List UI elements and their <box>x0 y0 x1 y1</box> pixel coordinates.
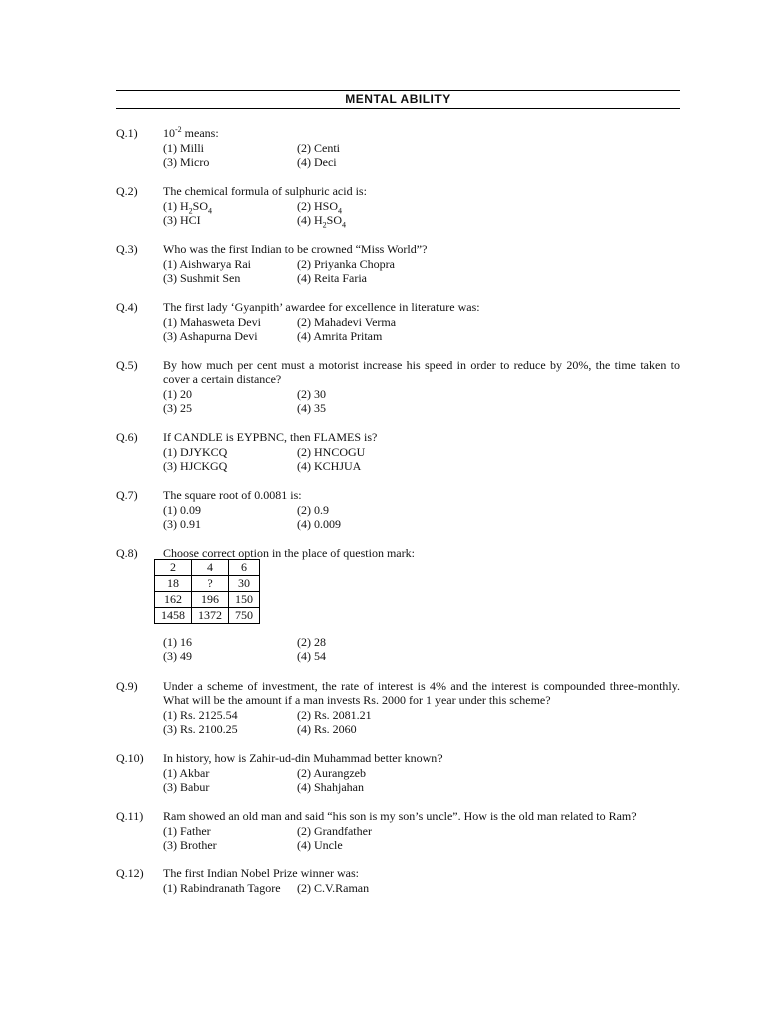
grid-cell: 2 <box>155 560 192 576</box>
question-number: Q.6) <box>116 430 138 444</box>
question-text: Who was the first Indian to be crowned “Miss World”? <box>163 242 428 256</box>
option-4: (4) 0.009 <box>297 517 341 531</box>
option-1: (1) DJYKCQ <box>163 445 228 459</box>
question-text: $10^{-2}$ means: <box>163 125 219 140</box>
grid-row <box>155 576 260 592</box>
question-text: By how much per cent must a motorist increase his speed in order to reduce by 20%, the time taken to cover a certain distance? <box>163 358 680 387</box>
question-text: In history, how is Zahir-ud-din Muhammad better known? <box>163 751 443 765</box>
grid-cell: 1458 <box>155 608 192 624</box>
question-text: The chemical formula of sulphuric acid is: <box>163 184 367 198</box>
option-2: (2) Aurangzeb <box>297 766 366 780</box>
question-number: Q.10) <box>116 751 144 765</box>
question-number: Q.2) <box>116 184 138 198</box>
question-text: If CANDLE is EYPBNC, then FLAMES is? <box>163 430 378 444</box>
option-4: (4) Uncle <box>297 838 343 852</box>
question-text: The first Indian Nobel Prize winner was: <box>163 866 359 880</box>
page-title: MENTAL ABILITY <box>345 92 451 106</box>
grid-cell: 750 <box>229 608 260 624</box>
question-number: Q.11) <box>116 809 144 823</box>
option-1: (1) 0.09 <box>163 503 201 517</box>
option-1: (1) Mahasweta Devi <box>163 315 261 329</box>
option-1: (1) Rabindranath Tagore <box>163 881 281 895</box>
option-2: (2) 30 <box>297 387 326 401</box>
option-3: (3) Sushmit Sen <box>163 271 241 285</box>
grid-cell: 18 <box>155 576 192 592</box>
question-number: Q.12) <box>116 866 144 880</box>
option-2: (2) C.V.Raman <box>297 881 370 895</box>
question-number: Q.9) <box>116 679 138 693</box>
option-4: (4) Amrita Pritam <box>297 329 383 343</box>
option-3: (3) Brother <box>163 838 217 852</box>
grid-cell: 150 <box>229 592 260 608</box>
option-2: (2) 28 <box>297 635 326 649</box>
option-1: (1) $H_2SO_4$ <box>163 199 213 216</box>
grid-cell: 30 <box>229 576 260 592</box>
option-1: (1) 16 <box>163 635 192 649</box>
option-3: (3) Ashapurna Devi <box>163 329 258 343</box>
header-top-rule <box>116 90 680 91</box>
option-4: (4) KCHJUA <box>297 459 362 473</box>
option-4: (4) Deci <box>297 155 337 169</box>
question-number: Q.8) <box>116 546 138 560</box>
option-3: (3) 49 <box>163 649 192 663</box>
question-text: The square root of 0.0081 is: <box>163 488 302 502</box>
option-3: (3) Rs. 2100.25 <box>163 722 238 736</box>
grid-row <box>155 592 260 608</box>
option-1: (1) Rs. 2125.54 <box>163 708 238 722</box>
grid-row <box>155 608 260 624</box>
option-1: (1) Milli <box>163 141 204 155</box>
question-number: Q.5) <box>116 358 138 372</box>
option-4: (4) Shahjahan <box>297 780 364 794</box>
option-2: (2) HNCOGU <box>297 445 366 459</box>
option-1: (1) Father <box>163 824 211 838</box>
question-number: Q.4) <box>116 300 138 314</box>
option-4: (4) Reita Faria <box>297 271 367 285</box>
grid-cell: 1372 <box>192 608 229 624</box>
question-text: Ram showed an old man and said “his son is my son’s uncle”. How is the old man related to Ram? <box>163 809 637 823</box>
option-1: (1) Aishwarya Rai <box>163 257 251 271</box>
grid-cell: 162 <box>155 592 192 608</box>
option-3: (3) 0.91 <box>163 517 201 531</box>
question-number: Q.7) <box>116 488 138 502</box>
grid-cell: 196 <box>192 592 229 608</box>
option-2: (2) 0.9 <box>297 503 329 517</box>
option-2: (2) Grandfather <box>297 824 372 838</box>
grid-row <box>155 560 260 576</box>
question-text: Under a scheme of investment, the rate of interest is 4% and the interest is compounded three-monthly. What will be the amount if a man invests Rs. 2000 for 1 year under this scheme? <box>163 679 680 708</box>
option-2: (2) Rs. 2081.21 <box>297 708 372 722</box>
number-grid <box>154 559 260 624</box>
option-3: (3) HJCKGQ <box>163 459 228 473</box>
grid-cell: 6 <box>229 560 260 576</box>
option-3: (3) Babur <box>163 780 210 794</box>
question-number: Q.1) <box>116 126 138 140</box>
option-3: (3) Micro <box>163 155 210 169</box>
question-text: Choose correct option in the place of question mark: <box>163 546 415 560</box>
question-text: The first lady ‘Gyanpith’ awardee for excellence in literature was: <box>163 300 480 314</box>
option-2: (2) $HSO_4$ <box>297 199 342 216</box>
option-3: (3) HCI <box>163 213 201 227</box>
option-4: (4) 54 <box>297 649 326 663</box>
option-3: (3) 25 <box>163 401 192 415</box>
option-1: (1) 20 <box>163 387 192 401</box>
grid-cell: ? <box>192 576 229 592</box>
option-2: (2) Centi <box>297 141 340 155</box>
option-4: (4) $H_2SO_4$ <box>297 213 347 230</box>
option-1: (1) Akbar <box>163 766 210 780</box>
question-number: Q.3) <box>116 242 138 256</box>
option-2: (2) Priyanka Chopra <box>297 257 395 271</box>
option-4: (4) 35 <box>297 401 326 415</box>
option-4: (4) Rs. 2060 <box>297 722 357 736</box>
grid-cell: 4 <box>192 560 229 576</box>
header-bottom-rule <box>116 108 680 109</box>
option-2: (2) Mahadevi Verma <box>297 315 397 329</box>
